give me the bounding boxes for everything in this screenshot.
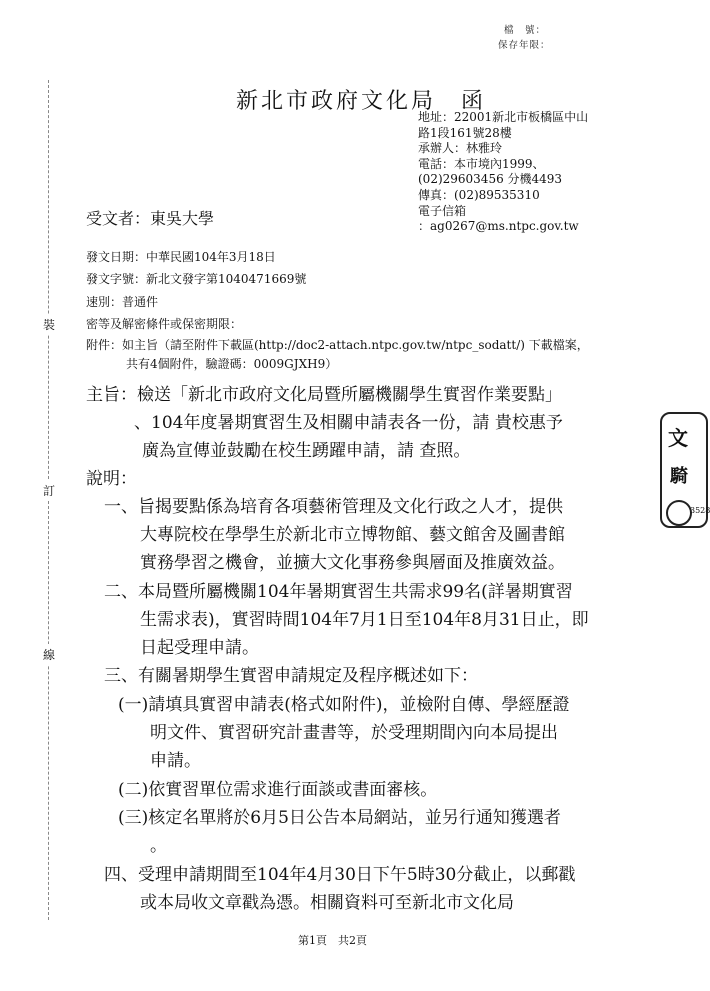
sender-phone-line2: (02)29603456 分機4493	[418, 172, 563, 187]
sender-fax: 傳真：(02)89535310	[418, 187, 540, 202]
page-number: 第1頁 共2頁	[298, 934, 367, 947]
item-2-line3: 日起受理申請。	[140, 638, 259, 658]
attachment-line2: 共有4個附件，驗證碼：0009GJXH9）	[126, 357, 338, 371]
stamp-number: 3528	[690, 506, 710, 515]
binding-mark-xian: 線	[43, 644, 55, 665]
sender-email: ：ag0267@ms.ntpc.gov.tw	[418, 219, 579, 234]
sender-contact-person: 承辦人：林雅玲	[418, 141, 503, 156]
item-4-line2: 或本局收文章戳為憑。相關資料可至新北市文化局	[140, 893, 514, 913]
retention-period-label: 保存年限：	[498, 40, 551, 51]
item-4-line1: 四、受理申請期間至104年4月30日下午5時30分截止，以郵戳	[104, 865, 576, 885]
attachment-line1: 附件：如主旨（請至附件下載區(http://doc2-attach.ntpc.gov.tw/ntpc_sodatt/) 下載檔案，	[86, 338, 589, 352]
subject-line1: 主旨：檢送「新北市政府文化局暨所屬機關學生實習作業要點」	[86, 385, 562, 405]
classification: 密等及解密條件或保密期限：	[86, 317, 243, 331]
item-1-line3: 實務學習之機會，並擴大文化事務參與層面及推廣效益。	[140, 553, 565, 573]
recipient: 受文者：東吳大學	[86, 209, 215, 228]
item-2-line2: 生需求表)，實習時間104年7月1日至104年8月31日止，即	[140, 610, 589, 630]
sender-address-line1: 地址：22001新北市板橋區中山	[418, 110, 589, 124]
sender-phone-line1: 電話：本市境內1999、	[418, 156, 545, 171]
stamp-char-1: 文	[668, 426, 688, 450]
subject-line3: 廣為宣傳並鼓勵在校生踴躍申請，請 查照。	[142, 441, 471, 461]
sender-address-line2: 路1段161號28樓	[418, 125, 512, 140]
item-1-line2: 大專院校在學學生於新北市立博物館、藝文館舍及圖書館	[140, 525, 565, 545]
stamp-char-2: 騎	[670, 466, 688, 487]
issue-date: 發文日期：中華民國104年3月18日	[86, 250, 276, 264]
explanation-label: 說明：	[86, 469, 137, 489]
sender-info	[418, 110, 588, 235]
item-3-line1: 三、有關暑期學生實習申請規定及程序概述如下：	[104, 666, 478, 686]
subitem-3-line2: 。	[150, 836, 167, 856]
item-2-line1: 二、本局暨所屬機關104年暑期實習生共需求99名(詳暑期實習	[104, 582, 573, 602]
subitem-1-line3: 申請。	[150, 751, 201, 771]
subitem-1-line2: 明文件、實習研究計畫書等，於受理期間內向本局提出	[150, 723, 558, 743]
binding-mark-zhuang: 裝	[43, 314, 55, 335]
binding-mark-ding: 訂	[43, 480, 55, 501]
document-number: 發文字號：新北文發字第1040471669號	[86, 272, 307, 286]
delivery-speed: 速別：普通件	[86, 295, 159, 309]
document-title: 新北市政府文化局 函	[236, 89, 487, 114]
subitem-3-line1: (三)核定名單將於6月5日公告本局網站，並另行通知獲選者	[118, 808, 561, 828]
subject-line2: 、104年度暑期實習生及相關申請表各一份，請 貴校惠予	[134, 413, 563, 433]
sender-email-label: 電子信箱	[418, 203, 467, 218]
subitem-1-line1: (一)請填具實習申請表(格式如附件)，並檢附自傳、學經歷證	[118, 695, 570, 715]
receipt-stamp	[660, 412, 708, 528]
item-1-line1: 一、旨揭要點係為培育各項藝術管理及文化行政之人才，提供	[104, 497, 563, 517]
file-number-label: 檔 號：	[504, 25, 547, 36]
subitem-2-line1: (二)依實習單位需求進行面談或書面審核。	[118, 780, 438, 800]
stamp-circle-icon	[666, 500, 692, 526]
